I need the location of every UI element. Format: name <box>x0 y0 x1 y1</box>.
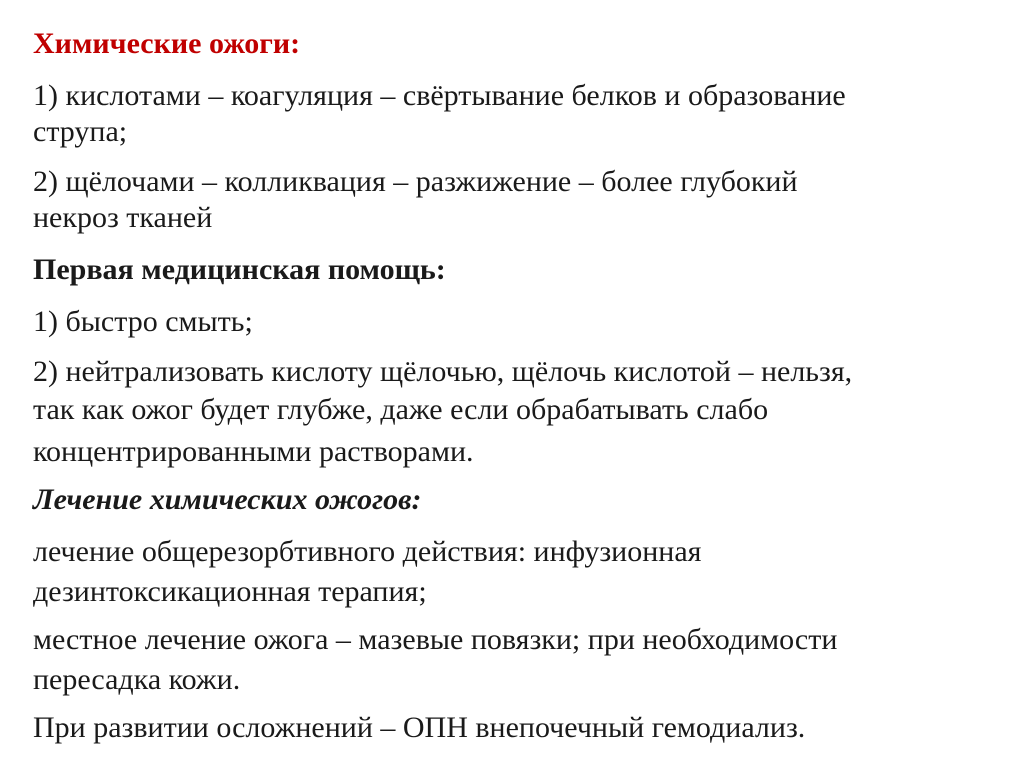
acid-line-1: 1) кислотами – коагуляция – свёртывание белков и образование <box>33 79 846 112</box>
complications-line: При развитии осложнений – ОПН внепочечный гемодиализ. <box>33 711 806 744</box>
aid-item-1: 1) быстро смыть; <box>33 305 253 338</box>
heading-treatment: Лечение химических ожогов: <box>33 483 422 516</box>
heading-first-aid: Первая медицинская помощь: <box>33 253 446 286</box>
treatment-1-line-1: лечение общерезорбтивного действия: инфузионная <box>33 535 702 568</box>
treatment-2-line-2: пересадка кожи. <box>33 663 241 696</box>
aid-item-2-line-1: 2) нейтрализовать кислоту щёлочью, щёлочь кислотой – нельзя, <box>33 355 853 388</box>
heading-chemical-burns: Химические ожоги: <box>33 27 301 60</box>
aid-item-2-line-2: так как ожог будет глубже, даже если обрабатывать слабо <box>33 393 769 426</box>
treatment-1-line-2: дезинтоксикационная терапия; <box>33 575 427 608</box>
aid-item-2-line-3: концентрированными растворами. <box>33 435 474 468</box>
alkali-line-1: 2) щёлочами – колликвация – разжижение – более глубокий <box>33 165 798 198</box>
treatment-2-line-1: местное лечение ожога – мазевые повязки; при необходимости <box>33 623 838 656</box>
alkali-line-2: некроз тканей <box>33 201 213 234</box>
acid-line-2: струпа; <box>33 115 128 148</box>
